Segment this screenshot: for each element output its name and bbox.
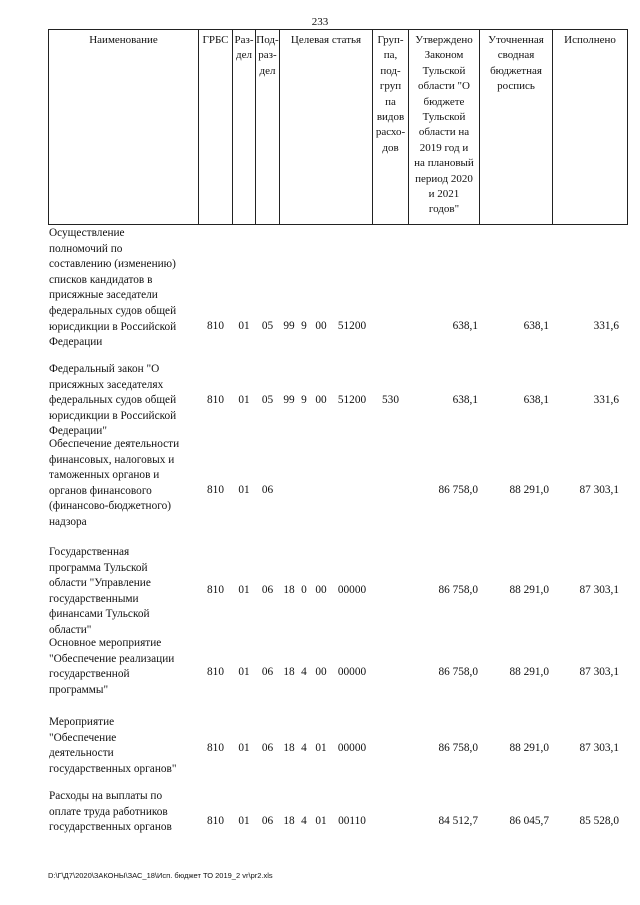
header-name: Наименование: [89, 34, 158, 46]
row-razdel: 01: [238, 742, 250, 754]
row-cs-direction: 51200: [337, 394, 367, 406]
row-executed: 87 303,1: [579, 584, 619, 596]
row-grbs: 810: [207, 584, 224, 596]
row-refined: 86 045,7: [509, 815, 549, 827]
column-divider: [279, 29, 280, 225]
row-grbs: 810: [207, 320, 224, 332]
row-cs-subprogram: 4: [301, 666, 307, 678]
header-razdel: Раз- дел: [234, 34, 254, 62]
header-group: Груп- па, под- груп па видов расхо- дов: [375, 34, 406, 154]
row-cs-event: 01: [315, 742, 327, 754]
row-executed: 87 303,1: [579, 484, 619, 496]
row-cs-event: 00: [315, 320, 327, 332]
row-grbs: 810: [207, 394, 224, 406]
row-executed: 87 303,1: [579, 742, 619, 754]
row-cs-program: 18: [283, 584, 295, 596]
row-cs-direction: 51200: [337, 320, 367, 332]
row-cs-subprogram: 9: [301, 394, 307, 406]
row-grbs: 810: [207, 484, 224, 496]
row-podrazdel: 06: [261, 484, 274, 496]
row-cs-event: 00: [315, 666, 327, 678]
row-approved: 638,1: [452, 320, 478, 332]
row-cs-program: 99: [283, 394, 295, 406]
row-cs-direction: 00000: [337, 666, 367, 678]
row-approved: 86 758,0: [438, 666, 478, 678]
page-number: 233: [311, 16, 329, 28]
row-cs-subprogram: 0: [301, 584, 307, 596]
row-cs-program: 99: [283, 320, 295, 332]
row-refined: 88 291,0: [509, 484, 549, 496]
row-podrazdel: 06: [261, 742, 274, 754]
row-approved: 86 758,0: [438, 484, 478, 496]
column-divider: [552, 29, 553, 225]
row-grbs: 810: [207, 742, 224, 754]
row-razdel: 01: [238, 394, 250, 406]
row-approved: 86 758,0: [438, 584, 478, 596]
row-name: Государственная программа Тульской области "Управление государственными финансами Тульской области": [49, 546, 151, 636]
row-razdel: 01: [238, 320, 250, 332]
header-target-article: Целевая статья: [290, 34, 362, 46]
row-name: Обеспечение деятельности финансовых, налоговых и таможенных органов и органов финансового (финансово-бюджетного) надзора: [49, 438, 180, 528]
row-podrazdel: 06: [261, 666, 274, 678]
column-divider: [198, 29, 199, 225]
row-cs-direction: 00000: [337, 584, 367, 596]
row-refined: 88 291,0: [509, 742, 549, 754]
row-cs-event: 00: [315, 394, 327, 406]
row-name: Осуществление полномочий по составлению (изменению) списков кандидатов в присяжные заседатели федеральных судов общей юрисдикции в Российской Федерации: [49, 227, 177, 349]
row-cs-event: 00: [315, 584, 327, 596]
row-grbs: 810: [207, 815, 224, 827]
row-refined: 88 291,0: [509, 666, 549, 678]
row-razdel: 01: [238, 666, 250, 678]
row-approved: 638,1: [452, 394, 478, 406]
row-name: Расходы на выплаты по оплате труда работников государственных органов: [49, 790, 172, 834]
row-executed: 87 303,1: [579, 666, 619, 678]
row-podrazdel: 05: [261, 394, 274, 406]
row-refined: 88 291,0: [509, 584, 549, 596]
row-executed: 331,6: [593, 394, 619, 406]
header-approved: Утверждено Законом Тульской области "О бюджете Тульской области на 2019 год и на плановый период 2020 и 2021 годов": [414, 34, 474, 216]
row-name: Основное мероприятие "Обеспечение реализации государственной программы": [49, 637, 175, 696]
header-refined: Уточненная сводная бюджетная роспись: [488, 34, 544, 93]
header-executed: Исполнено: [564, 34, 616, 46]
row-cs-subprogram: 9: [301, 320, 307, 332]
row-podrazdel: 06: [261, 815, 274, 827]
row-name: Мероприятие "Обеспечение деятельности государственных органов": [49, 716, 177, 775]
row-executed: 331,6: [593, 320, 619, 332]
row-cs-subprogram: 4: [301, 742, 307, 754]
row-razdel: 01: [238, 815, 250, 827]
row-cs-program: 18: [283, 666, 295, 678]
row-grbs: 810: [207, 666, 224, 678]
row-group: 530: [382, 394, 399, 406]
row-podrazdel: 05: [261, 320, 274, 332]
header-podrazdel: Под- раз- дел: [256, 34, 279, 77]
row-cs-direction: 00110: [338, 815, 366, 827]
row-cs-subprogram: 4: [301, 815, 307, 827]
row-cs-event: 01: [315, 815, 327, 827]
row-approved: 86 758,0: [438, 742, 478, 754]
row-razdel: 01: [238, 584, 250, 596]
row-name: Федеральный закон "О присяжных заседателях федеральных судов общей юрисдикции в Российской Федерации": [49, 363, 177, 438]
row-razdel: 01: [238, 484, 250, 496]
row-cs-program: 18: [283, 742, 295, 754]
row-refined: 638,1: [523, 394, 549, 406]
header-grbs: ГРБС: [202, 34, 229, 46]
row-cs-program: 18: [283, 815, 295, 827]
row-podrazdel: 06: [261, 584, 274, 596]
file-path-footer: D:\Г\Д7\2020\ЗАКОНЫ\ЗАС_18\Исп. бюджет ТО 2019_2 vr\pr2.xls: [48, 871, 273, 880]
row-approved: 84 512,7: [438, 815, 478, 827]
row-executed: 85 528,0: [579, 815, 619, 827]
row-refined: 638,1: [523, 320, 549, 332]
row-cs-direction: 00000: [337, 742, 367, 754]
